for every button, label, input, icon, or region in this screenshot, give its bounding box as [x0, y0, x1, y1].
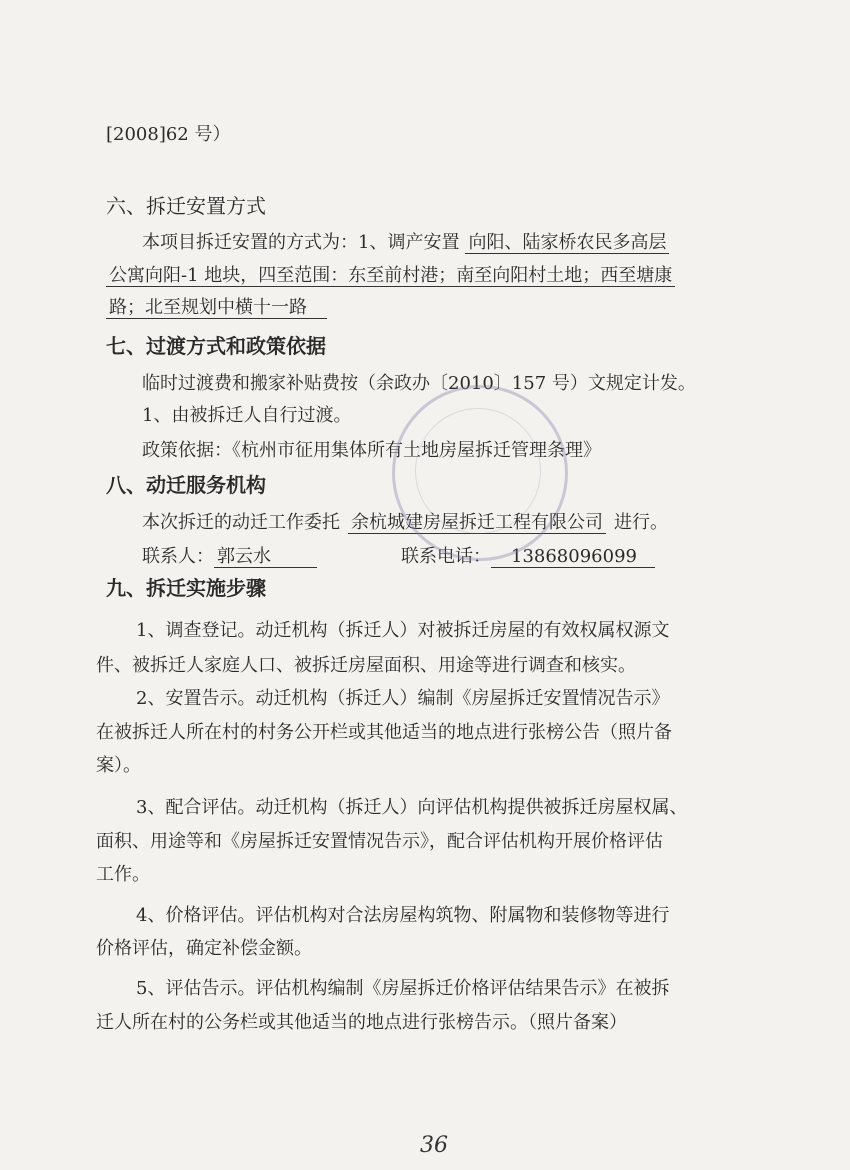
- section-8-para: [142, 512, 668, 534]
- step-1-line-2: 件、被拆迁人家庭人口、被拆迁房屋面积、用途等进行调查和核实。: [96, 655, 636, 676]
- step-2-line-1: 2、安置告示。动迁机构（拆迁人）编制《房屋拆迁安置情况告示》: [136, 688, 670, 709]
- step-2-line-3: 案）。: [96, 755, 141, 776]
- section-7-para-2: 1、由被拆迁人自行过渡。: [142, 405, 352, 426]
- reference-number-tail: [2008]62 号）: [106, 124, 231, 145]
- step-1-line-1: 1、调查登记。动迁机构（拆迁人）对被拆迁房屋的有效权属权源文: [136, 620, 670, 641]
- step-3-line-2: 面积、用途等和《房屋拆迁安置情况告示》，配合评估机构开展价格评估: [96, 831, 663, 852]
- step-4-line-2: 价格评估，确定补偿金额。: [96, 938, 312, 959]
- section-6-north-underlined: 路；北至规划中横十一路: [106, 297, 327, 319]
- step-3-line-3: 工作。: [96, 864, 150, 885]
- step-4-line-1: 4、价格评估。评估机构对合法房屋构筑物、附属物和装修物等进行: [136, 905, 670, 926]
- section-6-heading: 六、拆迁安置方式: [106, 194, 266, 218]
- step-3-line-1: 3、配合评估。动迁机构（拆迁人）向评估机构提供被拆迁房屋权属、: [136, 797, 688, 818]
- section-7-heading: 七、过渡方式和政策依据: [106, 334, 326, 358]
- section-7-policy: 政策依据：《杭州市征用集体所有土地房屋拆迁管理条理》: [142, 440, 601, 461]
- section-6-para-line2: [106, 265, 675, 287]
- section-7-para-1: 临时过渡费和搬家补贴费按（余政办〔2010〕157 号）文规定计发。: [142, 373, 696, 394]
- phone-label: 联系电话：: [401, 546, 491, 567]
- section-6-location-underlined: 向阳、陆家桥农民多高层: [465, 232, 669, 254]
- service-company-name: 余杭城建房屋拆迁工程有限公司: [348, 512, 606, 534]
- step-5-line-2: 迁人所在村的公务栏或其他适当的地点进行张榜告示。（照片备案）: [96, 1012, 627, 1033]
- contact-label: 联系人：: [142, 546, 214, 567]
- section-8-heading: 八、动迁服务机构: [106, 473, 266, 497]
- section-8-para-suffix: 进行。: [614, 512, 668, 533]
- official-seal-stamp: [392, 385, 568, 561]
- contact-line: [142, 546, 655, 568]
- section-9-heading: 九、拆迁实施步骤: [106, 576, 266, 600]
- step-2-line-2: 在被拆迁人所在村的村务公开栏或其他适当的地点进行张榜公告（照片备: [96, 722, 672, 743]
- section-6-para: [142, 232, 669, 254]
- contact-name: 郭云水: [214, 546, 317, 568]
- section-6-para-prefix: 本项目拆迁安置的方式为：1、调产安置: [142, 232, 460, 253]
- step-5-line-1: 5、评估告示。评估机构编制《房屋拆迁价格评估结果告示》在被拆: [136, 978, 670, 999]
- phone-number: 13868096099: [491, 546, 655, 568]
- page-number: 36: [420, 1133, 448, 1158]
- section-8-para-prefix: 本次拆迁的动迁工作委托: [142, 512, 340, 533]
- section-6-range-underlined: 公寓向阳-1 地块，四至范围：东至前村港；南至向阳村土地；西至塘康: [106, 265, 675, 287]
- section-6-para-line3: [106, 297, 327, 319]
